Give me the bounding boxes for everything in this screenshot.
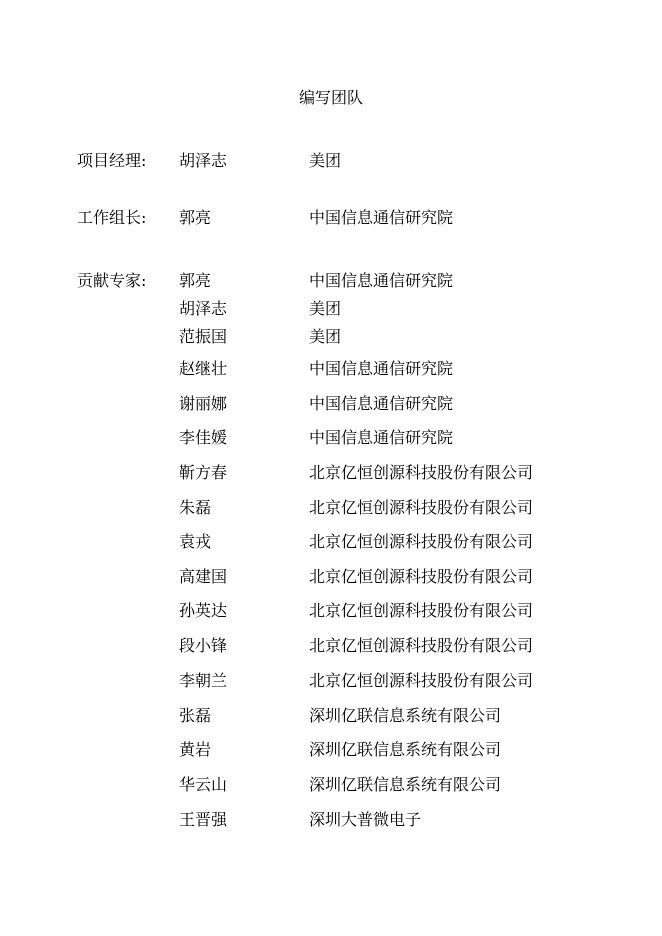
member-name: 孙英达 [179, 601, 228, 620]
member-org: 深圳亿联信息系统有限公司 [309, 740, 502, 759]
member-org: 深圳亿联信息系统有限公司 [309, 775, 502, 794]
member-org: 中国信息通信研究院 [309, 271, 454, 290]
section-label-work-group-lead: 工作组长: [77, 208, 147, 227]
member-name: 王晋强 [179, 810, 228, 829]
member-org: 美团 [309, 151, 342, 170]
member-name: 胡泽志 [179, 299, 228, 318]
member-name: 高建国 [179, 567, 228, 586]
member-org: 北京亿恒创源科技股份有限公司 [309, 567, 534, 586]
member-org: 北京亿恒创源科技股份有限公司 [309, 671, 534, 690]
member-name: 黄岩 [179, 740, 212, 759]
member-org: 中国信息通信研究院 [309, 394, 454, 413]
member-org: 北京亿恒创源科技股份有限公司 [309, 498, 534, 517]
member-name: 朱磊 [179, 498, 212, 517]
member-org: 中国信息通信研究院 [309, 428, 454, 447]
member-name: 张磊 [179, 706, 212, 725]
member-name: 李佳媛 [179, 428, 228, 447]
member-org: 北京亿恒创源科技股份有限公司 [309, 636, 534, 655]
member-name: 李朝兰 [179, 671, 228, 690]
member-name: 胡泽志 [179, 151, 228, 170]
member-name: 袁戎 [179, 532, 212, 551]
member-org: 中国信息通信研究院 [309, 208, 454, 227]
member-org: 北京亿恒创源科技股份有限公司 [309, 532, 534, 551]
member-name: 郭亮 [179, 208, 212, 227]
member-org: 中国信息通信研究院 [309, 359, 454, 378]
member-name: 华云山 [179, 775, 228, 794]
member-org: 深圳亿联信息系统有限公司 [309, 706, 502, 725]
member-name: 靳方春 [179, 463, 228, 482]
member-org: 北京亿恒创源科技股份有限公司 [309, 463, 534, 482]
section-label-contributing-experts: 贡献专家: [77, 271, 147, 290]
member-name: 谢丽娜 [179, 394, 228, 413]
member-name: 段小锋 [179, 636, 228, 655]
member-name: 赵继壮 [179, 359, 228, 378]
section-label-project-manager: 项目经理: [77, 151, 147, 170]
member-name: 郭亮 [179, 271, 212, 290]
member-name: 范振国 [179, 327, 228, 346]
page-title: 编写团队 [298, 88, 363, 107]
member-org: 美团 [309, 327, 342, 346]
member-org: 美团 [309, 299, 342, 318]
member-org: 北京亿恒创源科技股份有限公司 [309, 601, 534, 620]
member-org: 深圳大普微电子 [309, 810, 422, 829]
